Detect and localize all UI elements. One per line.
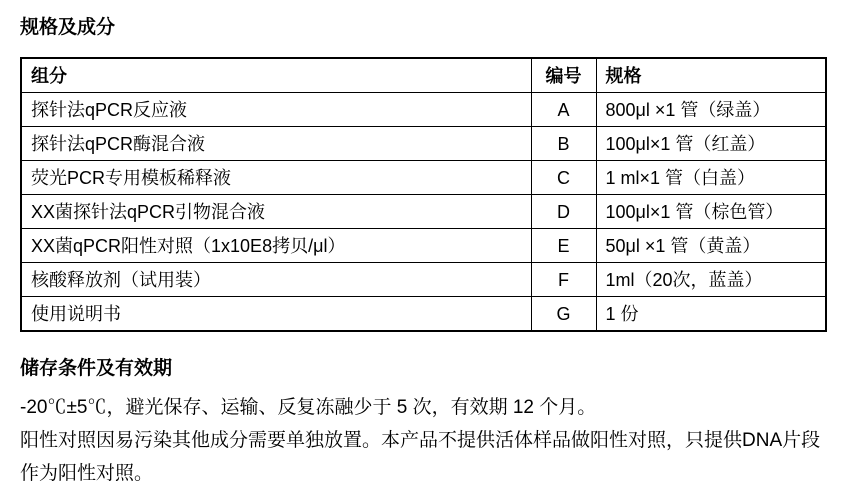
- section-title-specs: 规格及成分: [20, 17, 116, 38]
- column-header-component: 组分: [21, 58, 531, 93]
- table-row: [21, 127, 826, 161]
- table-row: [21, 195, 826, 229]
- code-cell: D: [531, 195, 596, 229]
- code-cell: A: [531, 93, 596, 127]
- table-row: [21, 161, 826, 195]
- table-row: [21, 297, 826, 332]
- spec-cell: 100μl×1 管（棕色管）: [596, 195, 826, 229]
- storage-line-2: 阳性对照因易污染其他成分需要单独放置。本产品不提供活体样品做阳性对照，只提供DNA片段作为阳性对照。: [20, 430, 821, 484]
- table-row: [21, 229, 826, 263]
- component-cell: 探针法qPCR反应液: [21, 93, 531, 127]
- storage-line-1: -20℃±5℃，避光保存、运输、反复冻融少于 5 次，有效期 12 个月。: [20, 397, 597, 418]
- column-header-code: 编号: [531, 58, 596, 93]
- component-cell: 探针法qPCR酶混合液: [21, 127, 531, 161]
- table-row: [21, 93, 826, 127]
- spec-cell: 1 ml×1 管（白盖）: [596, 161, 826, 195]
- component-cell: 使用说明书: [21, 297, 531, 332]
- spec-cell: 1 份: [596, 297, 826, 332]
- spec-cell: 50μl ×1 管（黄盖）: [596, 229, 826, 263]
- spec-cell: 800μl ×1 管（绿盖）: [596, 93, 826, 127]
- code-cell: F: [531, 263, 596, 297]
- storage-text-block: [20, 391, 832, 487]
- column-header-spec: 规格: [596, 58, 826, 93]
- component-cell: XX菌qPCR阳性对照（1x10E8拷贝/μl）: [21, 229, 531, 263]
- code-cell: C: [531, 161, 596, 195]
- spec-cell: 1ml（20次，蓝盖）: [596, 263, 826, 297]
- section-title-storage: 储存条件及有效期: [20, 358, 173, 379]
- table-row: [21, 263, 826, 297]
- code-cell: G: [531, 297, 596, 332]
- component-cell: 核酸释放剂（试用装）: [21, 263, 531, 297]
- spec-cell: 100μl×1 管（红盖）: [596, 127, 826, 161]
- components-table: [20, 57, 827, 332]
- code-cell: E: [531, 229, 596, 263]
- table-header-row: [21, 58, 826, 93]
- table-body: [21, 93, 826, 332]
- code-cell: B: [531, 127, 596, 161]
- component-cell: 荧光PCR专用模板稀释液: [21, 161, 531, 195]
- component-cell: XX菌探针法qPCR引物混合液: [21, 195, 531, 229]
